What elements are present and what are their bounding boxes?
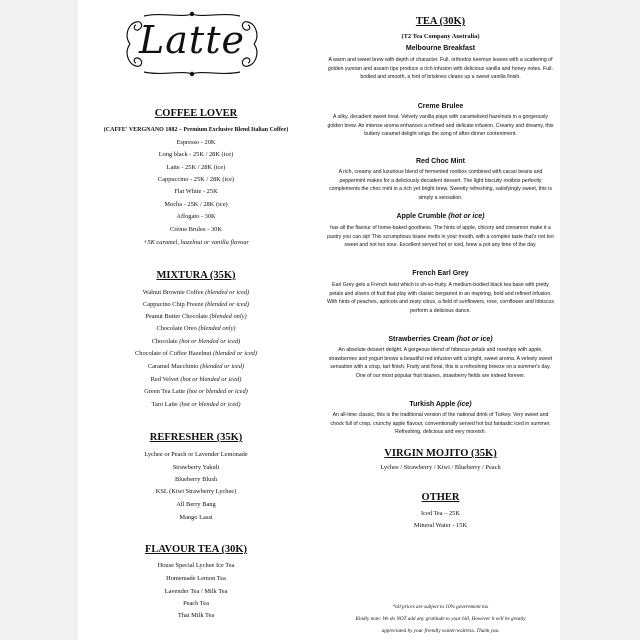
refresher-section-title: REFRESHER (35K) [149, 432, 243, 443]
tea-item-name: Strawberries Cream [388, 336, 457, 343]
tea-item-heading [321, 401, 560, 408]
coffee-section-subtitle: (CAFFE' VERGNANO 1882 – Premium Exclusive Blend Italian Coffee) [103, 127, 289, 133]
tea-item-desc: A silky, decadent sweet treat. Velvety vanilla plays with caramelised hazelnuts in a gorgeously golden brew. An intense aroma enhances a refined and delicate infusion. Creamy and dreamy, this buttery caramel delight sings the song of after-dinner contentment. [327, 114, 554, 138]
mixtura-item-name: Chocolate of Coffee Hazelnut [135, 350, 213, 357]
coffee-item: Latte - 25K / 28K (ice) [166, 164, 226, 171]
mixtura-item-name: Red Velvet [150, 376, 181, 383]
mixtura-item-note: (blended only) [198, 325, 236, 332]
tea-item-heading [321, 336, 560, 343]
mixtura-item-note: (blended or iced) [200, 363, 245, 370]
mojito-section-title: VIRGIN MOJITO (35K) [384, 448, 497, 459]
tea-item-heading [321, 213, 560, 220]
logo-text: Latte [139, 18, 245, 62]
tax-note: *all prices are subject to 10% government tax [392, 604, 489, 610]
flavour-item: Lavender Tea / Milk Tea [164, 588, 228, 595]
refresher-item: Lychee or Peach or Lavender Lemonade [144, 451, 248, 458]
mixtura-item [78, 364, 314, 370]
mixtura-item-note: (hot or blended or iced) [180, 376, 242, 383]
refresher-item: Strawberry Yakult [172, 464, 220, 471]
menu-page [78, 0, 560, 640]
mixtura-item-name: Green Tea Latte [144, 388, 187, 395]
flavour-item: Thai Milk Tea [177, 612, 215, 619]
tea-item-name: Red Choc Mint [416, 158, 465, 165]
coffee-item: Espresso - 20K [176, 139, 216, 146]
mixtura-item [78, 314, 314, 320]
mixtura-item-name: Chocolate Oreo [156, 325, 199, 332]
mixtura-item-name: Peanut Butter Chocolate [145, 313, 210, 320]
gratitude-note: Kindly note: We do NOT add any gratitude to your bill, However it will be greatly [355, 616, 526, 622]
tea-item-note: (hot or ice) [456, 336, 493, 343]
flavour-section-title: FLAVOUR TEA (30K) [144, 544, 248, 555]
tea-item-name: Creme Brulee [417, 103, 464, 110]
tea-item-desc: An absolute dessert delight. A gorgeous blend of hibiscus petals and rosehips with apple, strawberries and yogurt brews a beautiful red infusion with a bright, sweet aroma. A velvety sweet sensation with a crisp, tart finish. Fruity and floral, this is a refreshing breeze on a summer's day. One of our most popular fruit tisanes, strawberry fields are indeed forever. [328, 347, 553, 379]
refresher-item: KSL (Kiwi Strawberry Lychee) [155, 488, 237, 495]
mixtura-item-name: Taro Latte [151, 401, 180, 408]
mixtura-item [78, 302, 314, 308]
mixtura-item [78, 402, 314, 408]
mixtura-item-note: (hot or blended or iced) [179, 338, 241, 345]
mixtura-item-note: (blended or iced) [205, 289, 250, 296]
coffee-section-title: COFFEE LOVER [154, 108, 238, 119]
coffee-item: Flat White - 25K [174, 188, 218, 195]
tea-item-note: (ice) [457, 401, 472, 408]
mixtura-item-note: (hot or blended or iced) [179, 401, 241, 408]
tea-item-desc: A rich, creamy and luxurious blend of fermented rooibos combined with cacao beans and peppermint makes for a deliciously decadent dessert. The light biscuity rooibos perfectly complements the choc mint in a rich yet bright brew. Sweetly refreshing, satisfyingly sweet, this is simply a sensation. [329, 169, 552, 201]
mixtura-item [78, 290, 314, 296]
thanks-note: appreciated by your friendly waiter/waitress. Thank you. [381, 628, 500, 634]
tea-item-desc: Earl Grey gets a French twist which is oh-so-fruity. A medium-bodied black tea base with pretty petals and slivers of fruit that play with classic bergamot in an inspiring, bold and refined infusion. With hints of peaches, apricots and zesty citrus, a field of sunflowers, rose, cornflower and hibiscus perform a delicious dance. [327, 282, 554, 314]
mixtura-item-note: (hot or blended or iced) [186, 388, 248, 395]
refresher-item: All Berry Bang [176, 501, 216, 508]
tea-item-name: Melbourne Breakfast [405, 45, 476, 52]
tea-section-subtitle: (T2 Tea Company Australia) [401, 33, 480, 40]
mixtura-item-note: (blended only) [209, 313, 247, 320]
coffee-item: Affogato - 30K [176, 213, 216, 220]
flavour-item: Peach Tea [183, 600, 209, 607]
mixtura-item [78, 339, 314, 345]
flavour-item: Homemade Lemon Tea [166, 575, 226, 582]
coffee-note-text: +5K caramel, hazelnut or vanilla flavour [143, 239, 249, 246]
coffee-item: Long black - 25K / 28K (ice) [158, 151, 234, 158]
tea-item-desc: has all the flavour of home-baked goodness. The hints of apple, chicory and cinnamon make it a pastry you can sip! This scrumptious tisane melts in your mouth, with a complex taste that's not too sweet and not too sour. Excellent served hot or iced, brew a pot any time of the day. [327, 225, 554, 249]
flavour-item: House Special Lychee Ice Tea [157, 562, 235, 569]
refresher-item: Blueberry Blush [174, 476, 218, 483]
tea-item-note: (hot or ice) [448, 213, 485, 220]
mixtura-item-name: Cappucino Chip Freeze [143, 301, 205, 308]
other-item: Iced Tea – 25K [420, 510, 460, 517]
mixtura-item-note: (blended or iced) [204, 301, 249, 308]
refresher-item: Mango Lassi [179, 514, 213, 521]
mixtura-item-name: Caramel Macchinto [147, 363, 201, 370]
mixtura-item [78, 377, 314, 383]
coffee-item: Crème Brulee - 30K [170, 226, 222, 233]
tea-item-name: Apple Crumble [396, 213, 449, 220]
mixtura-item [78, 351, 314, 357]
mixtura-item-name: Walnut Brownie Coffee [142, 289, 206, 296]
latte-logo [122, 10, 262, 78]
tea-item-name: French Earl Grey [412, 270, 469, 277]
mixtura-section-title: MIXTURA (35K) [156, 270, 236, 281]
coffee-item: Cappuccino - 25K / 28K (ice) [157, 176, 235, 183]
mixtura-item [78, 389, 314, 395]
tea-item-desc: A warm and sweet brew with depth of character. Full, orthodox keemun leaves with a scattering of golden yunnan and assam tips produce a rich infusion with delicious vanilla and honey notes. Full-bodied and smooth, a hint of brisknes cleans up a sweet vanilla finish. [327, 57, 554, 81]
coffee-note [78, 240, 314, 246]
mixtura-item-name: Chocolate [151, 338, 180, 345]
mixtura-item-note: (blended or iced) [212, 350, 257, 357]
tea-item-desc: An all-time classic, this is the traditional version of the national drink of Turkey. Very sweet and chock full of crisp, crunchy apple flavour, conventionally served hot but fantastic iced in summer. Refreshing, delicious and very moreish. [330, 412, 551, 436]
mixtura-item [78, 326, 314, 332]
other-item: Mineral Water - 15K [413, 522, 468, 529]
tea-item-name: Turkish Apple [409, 401, 458, 408]
other-section-title: OTHER [421, 492, 460, 503]
tea-section-title: TEA (30K) [415, 16, 466, 27]
coffee-item: Mocha - 25K / 28K (ice) [164, 201, 228, 208]
mojito-item: Lychee / Strawberry / Kiwi / Blueberry / Peach [380, 464, 501, 471]
